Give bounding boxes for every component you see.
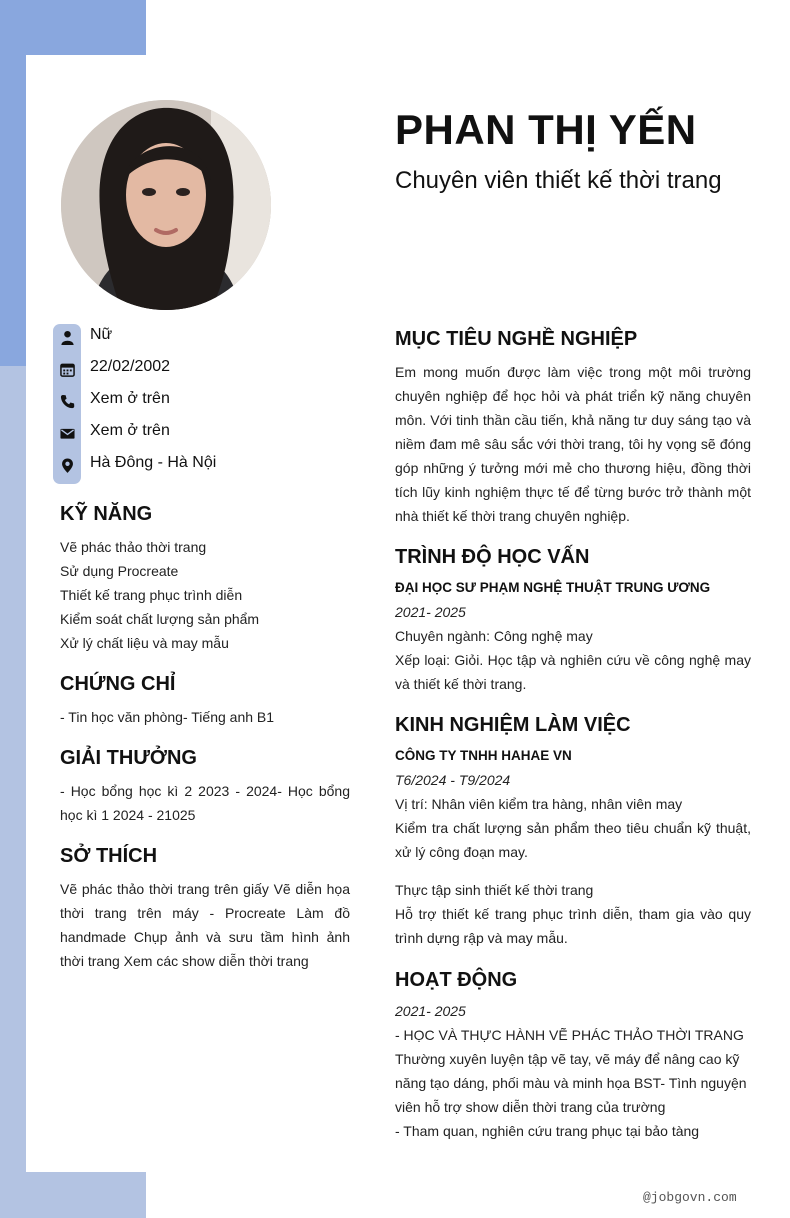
phone-text: Xem ở trên xyxy=(90,390,170,407)
mail-icon xyxy=(60,426,75,441)
skills-section xyxy=(60,502,350,655)
activity-item: Thường xuyên luyện tập vẽ tay, vẽ máy để nâng cao kỹ năng tạo dáng, phối màu và minh họa BST- Tình nguyện viên hỗ trợ show diễn thời trang của trường xyxy=(395,1051,747,1115)
skills-heading: KỸ NĂNG xyxy=(60,503,153,525)
user-icon xyxy=(60,330,75,345)
activities-section xyxy=(395,968,751,1143)
awards-heading: GIẢI THƯỞNG xyxy=(60,747,197,769)
skill-item: Sử dụng Procreate xyxy=(60,563,179,579)
hobbies-heading: SỞ THÍCH xyxy=(60,845,158,867)
objective-section xyxy=(395,327,751,528)
awards-text: - Học bổng học kì 2 2023 - 2024- Học bổng học kì 1 2024 - 21025 xyxy=(60,783,350,823)
experience-duty: Kiểm tra chất lượng sản phẩm theo tiêu chuẩn kỹ thuật, xử lý công đoạn may. xyxy=(395,820,751,860)
hobbies-section xyxy=(60,844,350,973)
address-text: Hà Đông - Hà Nội xyxy=(90,454,217,471)
calendar-icon xyxy=(60,362,75,377)
education-rank: Xếp loại: Giỏi. Học tập và nghiên cứu về công nghệ may và thiết kế thời trang. xyxy=(395,652,751,692)
hobbies-text: Vẽ phác thảo thời trang trên giấy Vẽ diễn họa thời trang trên máy - Procreate Làm đồ handmade Chụp ảnh và sưu tầm hình ảnh thời trang Xem các show diễn thời trang xyxy=(60,881,350,969)
skill-item: Vẽ phác thảo thời trang xyxy=(60,539,207,555)
experience-company: CÔNG TY TNHH HAHAE VN xyxy=(395,748,572,763)
education-heading: TRÌNH ĐỘ HỌC VẤN xyxy=(395,546,590,568)
internship-duty: Hỗ trợ thiết kế trang phục trình diễn, tham gia vào quy trình dựng rập và may mẫu. xyxy=(395,906,751,946)
phone-icon xyxy=(60,394,75,409)
certificates-text: - Tin học văn phòng- Tiếng anh B1 xyxy=(60,709,275,725)
job-title: Chuyên viên thiết kế thời trang xyxy=(395,167,722,194)
experience-period: T6/2024 - T9/2024 xyxy=(395,772,511,788)
activities-heading: HOẠT ĐỘNG xyxy=(395,969,518,991)
profile-photo xyxy=(61,100,271,310)
objective-heading: MỤC TIÊU NGHỀ NGHIỆP xyxy=(395,328,638,350)
certificates-heading: CHỨNG CHỈ xyxy=(60,673,176,695)
experience-heading: KINH NGHIỆM LÀM VIỆC xyxy=(395,714,631,736)
contact-list xyxy=(53,322,353,482)
candidate-name: PHAN THỊ YẾN xyxy=(395,106,697,153)
education-school: ĐẠI HỌC SƯ PHẠM NGHỆ THUẬT TRUNG ƯƠNG xyxy=(395,580,711,595)
avatar xyxy=(61,100,271,310)
contact-birthday xyxy=(53,354,353,386)
contact-gender xyxy=(53,322,353,354)
location-icon xyxy=(60,458,75,473)
contact-address xyxy=(53,450,353,482)
skill-item: Xử lý chất liệu và may mẫu xyxy=(60,635,229,651)
email-text: Xem ở trên xyxy=(90,422,170,439)
contact-email xyxy=(53,418,353,450)
watermark: @jobgovn.com xyxy=(643,1190,737,1205)
contact-phone xyxy=(53,386,353,418)
gender-text: Nữ xyxy=(90,326,113,343)
education-period: 2021- 2025 xyxy=(395,604,466,620)
skill-item: Kiểm soát chất lượng sản phẩm xyxy=(60,611,260,627)
experience-section xyxy=(395,713,751,950)
education-major: Chuyên ngành: Công nghệ may xyxy=(395,628,593,644)
birthday-text: 22/02/2002 xyxy=(90,358,171,375)
experience-position: Vị trí: Nhân viên kiểm tra hàng, nhân viên may xyxy=(395,796,683,812)
activities-period: 2021- 2025 xyxy=(395,1003,466,1019)
certificates-section xyxy=(60,672,350,729)
skill-item: Thiết kế trang phục trình diễn xyxy=(60,587,243,603)
activity-item: - HỌC VÀ THỰC HÀNH VẼ PHÁC THẢO THỜI TRANG xyxy=(395,1027,744,1043)
internship-title: Thực tập sinh thiết kế thời trang xyxy=(395,882,594,898)
objective-text: Em mong muốn được làm việc trong một môi trường chuyên nghiệp để học hỏi và phát triển kỹ năng chuyên môn. Với tinh thần cầu tiến, khả năng tư duy sáng tạo và niềm đam mê sâu sắc với thời trang, tôi hy vọng sẽ đóng góp những ý tưởng mới mẻ cho thương hiệu, đồng thời tích lũy kinh nghiệm thực tế để từng bước trở thành một nhà thiết kế thời trang chuyên nghiệp. xyxy=(395,364,751,524)
education-section xyxy=(395,545,751,696)
activity-item: - Tham quan, nghiên cứu trang phục tại bảo tàng xyxy=(395,1123,700,1139)
awards-section xyxy=(60,746,350,827)
